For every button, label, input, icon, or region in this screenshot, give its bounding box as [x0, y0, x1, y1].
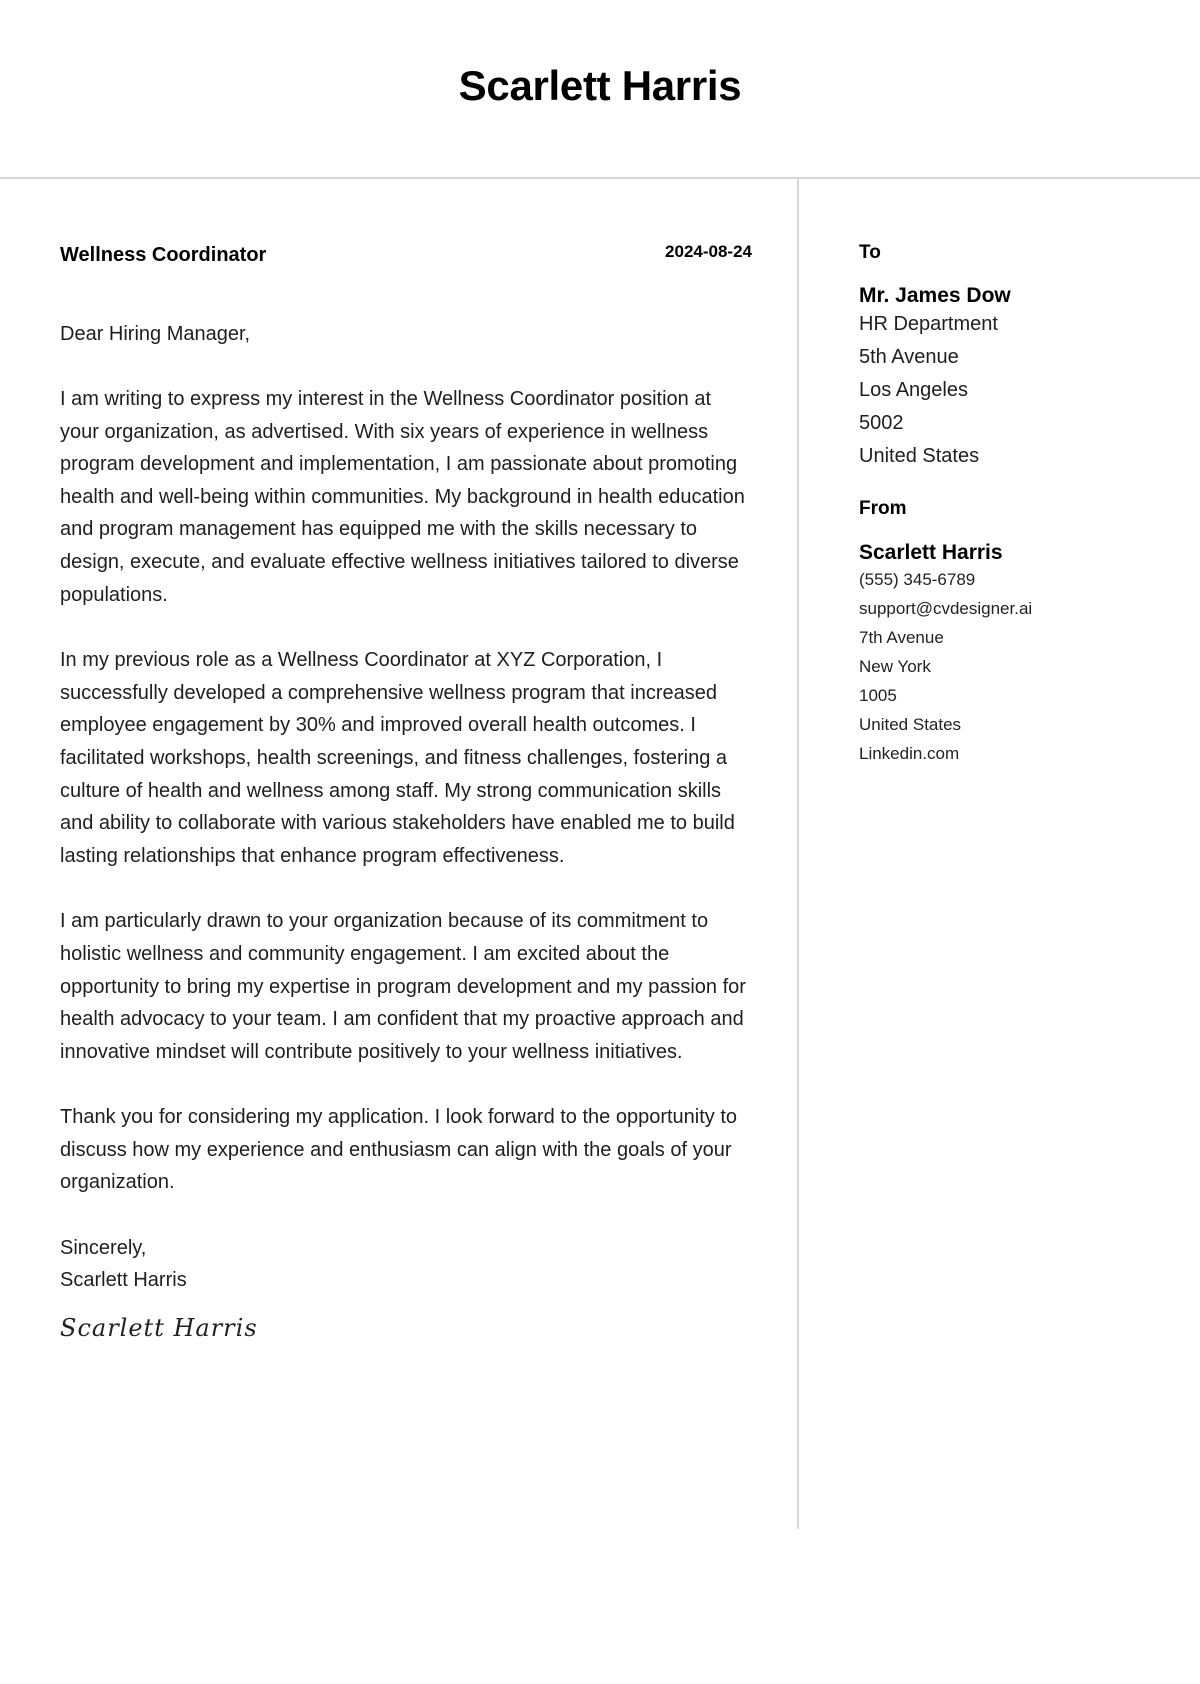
sender-city: New York — [859, 657, 931, 676]
column-divider — [797, 179, 799, 1529]
recipient-postal-code: 5002 — [859, 412, 904, 434]
recipient-department: HR Department — [859, 313, 998, 335]
letter-header — [0, 0, 1200, 179]
recipient-block — [859, 242, 1179, 473]
body-paragraph-2: In my previous role as a Wellness Coordinator at XYZ Corporation, I successfully developed a comprehensive wellness program that increased employee engagement by 30% and improved overall health outcomes. I facilitated workshops, health screenings, and fitness challenges, fostering a culture of health and wellness among staff. My strong communication skills and ability to collaborate with various stakeholders have enabled me to build lasting relationships that enhance program effectiveness. — [60, 649, 735, 867]
applicant-name-heading: Scarlett Harris — [458, 62, 742, 109]
sender-website: Linkedin.com — [859, 744, 960, 763]
salutation: Dear Hiring Manager, — [60, 323, 251, 345]
letter-date: 2024-08-24 — [665, 242, 752, 261]
recipient-city: Los Angeles — [859, 379, 968, 401]
sender-name: Scarlett Harris — [859, 541, 1003, 564]
recipient-country: United States — [859, 445, 980, 467]
letter-body — [60, 242, 752, 1342]
sender-country: United States — [859, 715, 962, 734]
sender-postal-code: 1005 — [859, 686, 897, 705]
closing-name: Scarlett Harris — [60, 1269, 187, 1292]
sender-phone: (555) 345-6789 — [859, 570, 976, 589]
handwritten-signature: Scarlett Harris — [60, 1314, 258, 1343]
job-title: Wellness Coordinator — [60, 244, 267, 266]
letter-meta-row — [60, 242, 752, 272]
body-paragraph-4: Thank you for considering my application. I look forward to the opportunity to discuss how my experience and enthusiasm can align with the goals of your organization. — [60, 1106, 738, 1194]
sender-email: support@cvdesigner.ai — [859, 599, 1033, 618]
address-sidebar — [859, 242, 1179, 768]
closing-block — [60, 1232, 752, 1296]
closing-phrase: Sincerely, — [60, 1237, 147, 1260]
recipient-name: Mr. James Dow — [859, 284, 1011, 307]
to-label: To — [859, 242, 881, 263]
recipient-street: 5th Avenue — [859, 346, 959, 368]
body-paragraph-1: I am writing to express my interest in the Wellness Coordinator position at your organization, as advertised. With six years of experience in wellness program development and implementation, I am passionate about promoting health and well-being within communities. My background in health education and program management has equipped me with the skills necessary to design, execute, and evaluate effective wellness initiatives tailored to diverse populations. — [60, 388, 745, 606]
body-paragraph-3: I am particularly drawn to your organization because of its commitment to holistic wellness and community engagement. I am excited about the opportunity to bring my expertise in program development and my passion for health advocacy to your team. I am confident that my proactive approach and innovative mindset will contribute positively to your wellness initiatives. — [60, 910, 746, 1063]
sender-street: 7th Avenue — [859, 628, 944, 647]
sender-block — [859, 498, 1179, 768]
from-label: From — [859, 498, 907, 519]
